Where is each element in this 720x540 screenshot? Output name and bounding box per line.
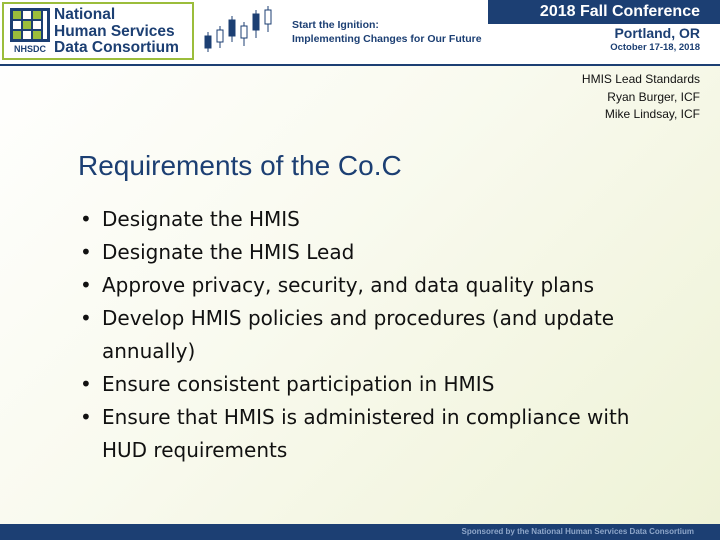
bullet-dot-icon: • [80,240,92,264]
logo-line-1: National [54,6,116,23]
bullet-item [80,203,680,236]
slide-title: Requirements of the Co.C [78,150,402,181]
header-banner [0,0,720,66]
bullet-text: Ensure consistent participation in HMIS [102,372,495,396]
bullet-text: Designate the HMIS Lead [102,240,355,264]
footer-bar [0,524,720,540]
bullet-item [80,302,680,368]
footer-sponsor-text: Sponsored by the National Human Services Data Consortium [461,527,694,536]
candle-chart-graphic-icon [200,2,286,60]
bullet-dot-icon: • [80,207,92,231]
conference-city: Portland, OR [614,25,700,41]
bullet-dot-icon: • [80,273,92,297]
logo-wordmark [54,7,194,57]
bullet-item [80,269,680,302]
attribution-presenter-1: Ryan Burger, ICF [607,89,700,104]
bullet-dot-icon: • [80,306,92,330]
bullet-item [80,401,680,467]
logo-mark-icon [10,8,50,54]
conference-dates: October 17-18, 2018 [610,42,700,53]
logo-line-2: Human Services [54,22,175,40]
conference-title: 2018 Fall Conference [488,0,720,24]
bullet-text: Ensure that HMIS is administered in compliance with HUD requirements [102,405,630,462]
bullet-item [80,368,680,401]
bullet-dot-icon: • [80,405,92,429]
tagline-line-1: Start the Ignition: [292,19,379,31]
bullet-dot-icon: • [80,372,92,396]
attribution-topic: HMIS Lead Standards [581,72,700,86]
bullet-item [80,236,680,269]
bullet-text: Develop HMIS policies and procedures (and update annually) [102,306,615,363]
nhsdc-logo [2,2,194,60]
conference-tagline [292,18,482,46]
bullet-list [80,203,680,467]
attribution-block [582,71,700,124]
attribution-presenter-2: Mike Lindsay, ICF [604,107,700,121]
logo-mark-text: NHSDC [13,44,47,54]
bullet-text: Approve privacy, security, and data quality plans [102,273,595,297]
bullet-text: Designate the HMIS [102,207,300,231]
logo-line-3: Data Consortium [54,39,179,56]
tagline-line-2: Implementing Changes for Our Future [292,33,482,45]
